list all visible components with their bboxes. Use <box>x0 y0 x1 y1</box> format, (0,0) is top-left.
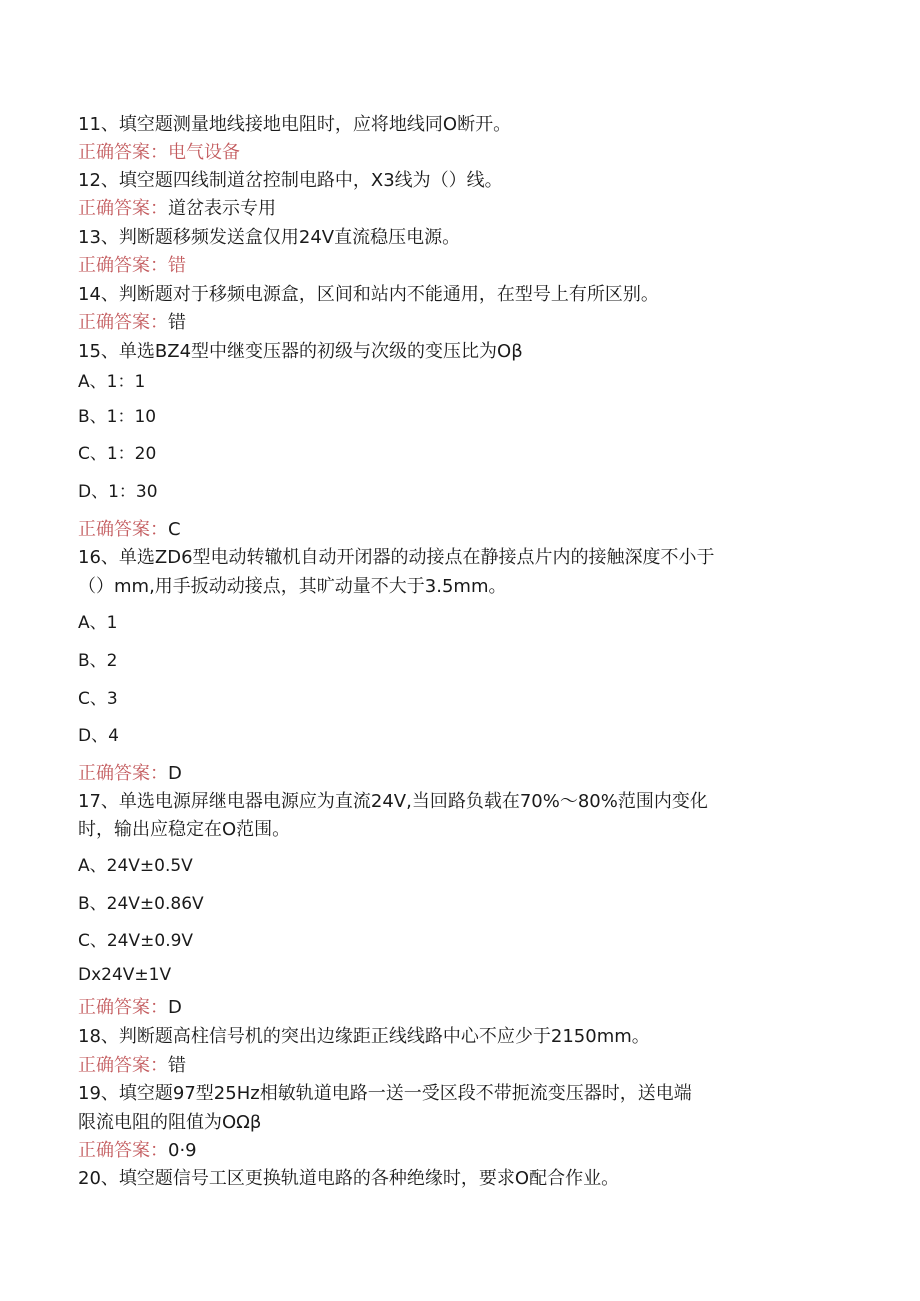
answer-value: 0·9 <box>168 1140 197 1161</box>
answer-value: D <box>168 997 182 1018</box>
question-13: 13、判断题移频发送盒仅用24V直流稳压电源。 <box>78 227 461 248</box>
answer-12 <box>78 197 276 221</box>
question-18: 18、判断题高柱信号机的突出边缘距正线线路中心不应少于2150mm。 <box>78 1026 650 1047</box>
option-15-b: B、1：10 <box>78 407 157 427</box>
question-15: 15、单选BZ4型中继变压器的初级与次级的变压比为Oβ <box>78 341 523 362</box>
option-16-c: C、3 <box>78 689 118 709</box>
answer-14 <box>78 311 186 335</box>
answer-value: 错 <box>168 312 186 333</box>
answer-value: D <box>168 763 182 784</box>
option-17-d: Dx24V±1V <box>78 965 172 985</box>
answer-value: 道岔表示专用 <box>168 198 276 219</box>
answer-label: 正确答案： <box>78 255 168 276</box>
question-12: 12、填空题四线制道岔控制电路中，X3线为（）线。 <box>78 170 503 191</box>
answer-19 <box>78 1139 197 1163</box>
option-15-d: D、1：30 <box>78 482 158 502</box>
option-15-c: C、1：20 <box>78 444 157 464</box>
question-17-line-2: 时，输出应稳定在O范围。 <box>78 819 291 840</box>
answer-label: 正确答案： <box>78 142 168 163</box>
answer-label: 正确答案： <box>78 312 168 333</box>
question-16-line-1: 16、单选ZD6型电动转辙机自动开闭器的动接点在静接点片内的接触深度不小于 <box>78 547 715 568</box>
answer-17 <box>78 996 182 1020</box>
option-17-a: A、24V±0.5V <box>78 856 193 876</box>
answer-value: 错 <box>168 1055 186 1076</box>
option-17-c: C、24V±0.9V <box>78 931 194 951</box>
option-15-a: A、1：1 <box>78 372 146 392</box>
answer-13 <box>78 254 186 278</box>
question-17-line-1: 17、单选电源屏继电器电源应为直流24V,当回路负载在70%～80%范围内变化 <box>78 791 708 812</box>
answer-value: C <box>168 519 181 540</box>
answer-value: 错 <box>168 255 186 276</box>
answer-label: 正确答案： <box>78 198 168 219</box>
answer-11 <box>78 141 240 165</box>
option-17-b: B、24V±0.86V <box>78 894 204 914</box>
answer-label: 正确答案： <box>78 997 168 1018</box>
question-19-line-2: 限流电阻的阻值为OΩβ <box>78 1112 262 1133</box>
answer-label: 正确答案： <box>78 1140 168 1161</box>
answer-15 <box>78 518 181 542</box>
question-11: 11、填空题测量地线接地电阻时，应将地线同O断开。 <box>78 114 512 135</box>
option-16-d: D、4 <box>78 726 119 746</box>
question-20: 20、填空题信号工区更换轨道电路的各种绝缘时，要求O配合作业。 <box>78 1168 620 1189</box>
question-14: 14、判断题对于移频电源盒，区间和站内不能通用，在型号上有所区别。 <box>78 284 659 305</box>
answer-value: 电气设备 <box>168 142 240 163</box>
answer-18 <box>78 1054 186 1078</box>
option-16-b: B、2 <box>78 651 118 671</box>
answer-label: 正确答案： <box>78 763 168 784</box>
question-19-line-1: 19、填空题97型25Hz相敏轨道电路一送一受区段不带扼流变压器时，送电端 <box>78 1083 692 1104</box>
question-16-line-2: （）mm,用手扳动动接点，其旷动量不大于3.5mm。 <box>78 576 507 597</box>
answer-label: 正确答案： <box>78 519 168 540</box>
option-16-a: A、1 <box>78 613 118 633</box>
answer-16 <box>78 762 182 786</box>
answer-label: 正确答案： <box>78 1055 168 1076</box>
